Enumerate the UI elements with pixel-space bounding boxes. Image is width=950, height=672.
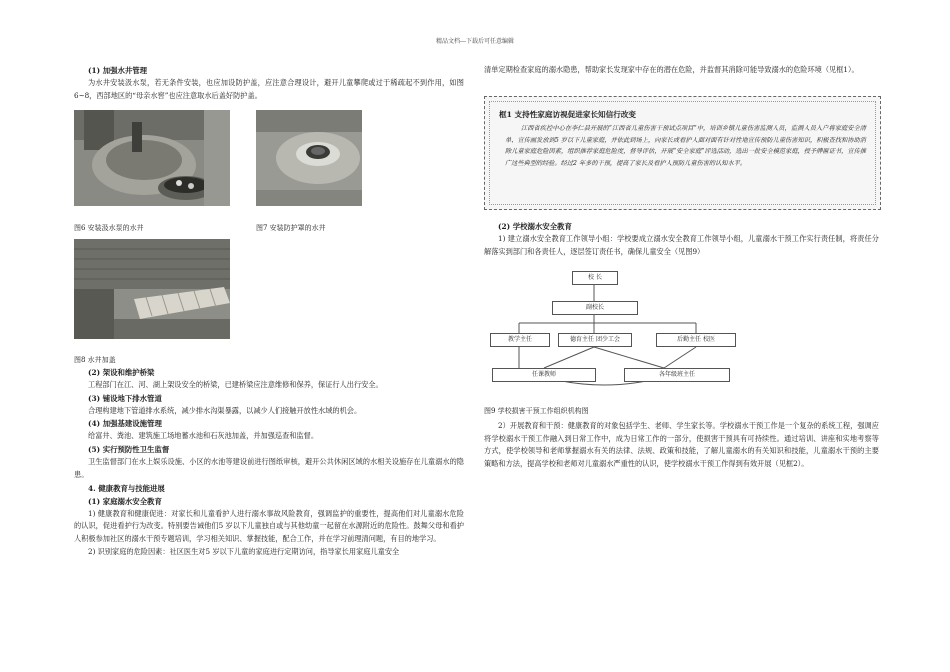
paragraph: 给富井、粪池、建筑施工场地蓄水池和石灰池加盖，并加强巡查和监督。 bbox=[88, 431, 319, 441]
paragraph: 1) 建立溺水安全教育工作领导小组：学校要成立溺水安全教育工作领导小组，儿童溺水干预工作实行责任制，将责任分解落实到部门和各责任人，逐层签订责任书，确保儿童安全（见图9） bbox=[484, 234, 879, 256]
paragraph: 2) 识别家庭的危险因素：社区医生对5 岁以下儿童的家庭进行定期访问，指导家长用家庭儿童安全 bbox=[88, 546, 400, 556]
paragraph: 为水井安装汲水泵，若无条件安装，也应加设防护盖，应注意合理设计，避开儿童攀爬或过于稀疏起不到作用，如图6~8，西部地区的“母亲水窖”也应注意取水后盖好防护盖。 bbox=[74, 78, 464, 100]
org-node-teachers: 任课教师 bbox=[492, 368, 596, 382]
left-column bbox=[74, 64, 464, 105]
org-chart bbox=[484, 265, 734, 395]
info-box-text: 江西省疾控中心在李仁县开展的“江西省儿童伤害干预试点项目”中，培训乡镇儿童伤害监测人员，监测人员入户将家庭安全清单、宣传画发放到5 岁以下儿童家庭，并依此到场上，向家长或看护人面对面有针对性地宣传预防儿童伤害知识，积极查找和协助消除儿童家庭危险因素，组织推荐家庭危险度，督导评估，开展“安全家庭”评选活动，选出一批安全模范家庭，授予牌匾证书，宣传推广这些典型的经验。经过2 年多的干预，提高了家长及看护人预防儿童伤害的认知水平。 bbox=[505, 125, 866, 167]
paragraph: 工程部门在江、河、湖上架设安全的桥梁，已建桥梁应注意维修和保养，保证行人出行安全。 bbox=[88, 380, 383, 389]
section-heading: (2) 学校溺水安全教育 bbox=[498, 222, 572, 231]
section-heading: (1) 加强水井管理 bbox=[88, 66, 148, 75]
section-heading: (2) 架设和维护桥梁 bbox=[88, 368, 155, 377]
page-header: 精品文档---下载后可任意编辑 bbox=[435, 38, 515, 45]
right-column bbox=[484, 64, 879, 77]
paragraph: 合理构建地下管道排水系统，减少排水沟渠暴露，以减少人们接触开放性水域的机会。 bbox=[88, 405, 362, 415]
section-heading: (4) 加强基建设施管理 bbox=[88, 419, 162, 429]
org-node-class-heads: 各年级班主任 bbox=[624, 368, 730, 382]
photo-well-with-cover bbox=[256, 110, 362, 206]
section-heading: (5) 实行预防性卫生监督 bbox=[88, 445, 170, 455]
figure-caption: 图7 安装防护罩的水井 bbox=[256, 224, 326, 232]
info-box bbox=[484, 96, 881, 210]
photo-well-covered-planks bbox=[74, 239, 230, 339]
photo-well-with-pump bbox=[74, 110, 230, 206]
org-node-logistics-director: 后勤主任 校医 bbox=[656, 333, 736, 347]
right-column-mid bbox=[484, 220, 879, 258]
section-heading: (1) 家庭溺水安全教育 bbox=[88, 496, 162, 506]
figure-caption: 图6 安装汲水泵的水井 bbox=[74, 224, 144, 232]
figure-caption: 图9 学校损害干预工作组织机构图 bbox=[484, 407, 589, 415]
section-heading: (3) 铺设地下排水管道 bbox=[88, 393, 162, 403]
left-column-lower bbox=[74, 366, 464, 558]
right-column-lower bbox=[484, 420, 879, 471]
org-node-teaching-director: 教学主任 bbox=[490, 333, 550, 347]
main-section-heading: 4. 健康教育与技能进展 bbox=[88, 483, 165, 493]
paragraph: 清单定期检查家庭的溺水隐患，帮助家长发现家中存在的潜在危险，并监督其消除可能导致溺水的危险环境（见框1）。 bbox=[484, 65, 859, 74]
figure-caption: 图8 水井加盖 bbox=[74, 356, 116, 364]
paragraph: 卫生监督部门在水上娱乐设施、小区的水池等建设前进行图纸审核，避开公共休闲区域的水相关设施存在儿童溺水的隐患。 bbox=[74, 457, 464, 479]
paragraph: 2）开展教育和干预：健康教育的对象包括学生、老师、学生家长等。学校溺水干预工作是一个复杂的系统工程，强调应将学校溺水干预工作融入到日常工作中，成为日常工作的一部分，使损害干预具有可持续性。通过培训、讲座和实地考察等方式，使学校领导和老师掌握溺水有关的法律、法规、政策和技能，了解儿童溺水的有关知识和技能，儿童溺水干预的主要策略和方法，提高学校和老师对儿童溺水严重性的认识，使学校溺水干预工作得到有效开展（见框2）。 bbox=[484, 421, 879, 469]
info-box-title: 框1 支持性家庭访视促进家长知信行改变 bbox=[499, 110, 637, 119]
org-node-moral-director: 德育主任 团少工会 bbox=[558, 333, 632, 347]
paragraph: 1) 健康教育和健康促进：对家长和儿童看护人进行溺水事故风险教育，强调监护的重要性，提高他们对儿童溺水危险的认识，促进看护行为改变。特别要告诫他们5 岁以下儿童独自或与其他幼童一起留在水源附近的危险性。鼓舞父母和看护人积极参加社区的溺水干预专题培训，学习相关知识、掌握技能，配合工作，并在学习前理清问题，有目的地学习。 bbox=[74, 508, 464, 543]
org-node-vice-principal: 副校长 bbox=[552, 301, 638, 315]
org-node-principal: 校 长 bbox=[572, 271, 618, 285]
